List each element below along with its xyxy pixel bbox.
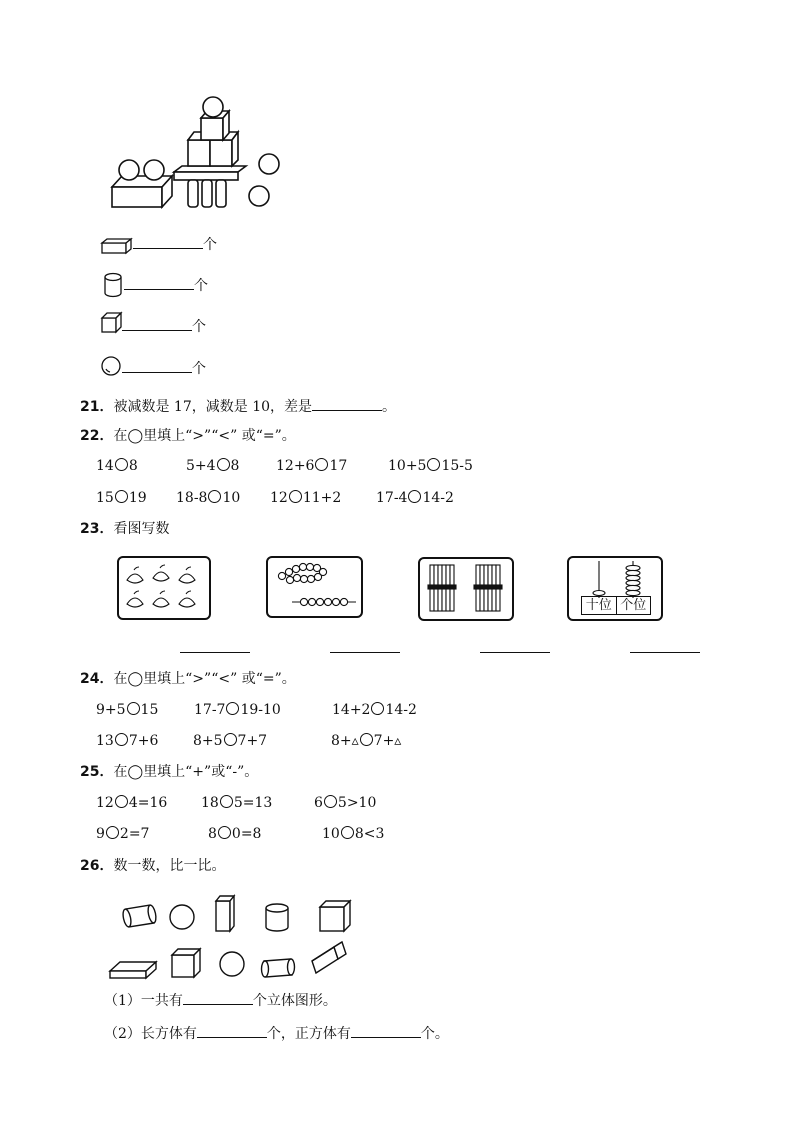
cylinder-lying-icon (262, 959, 295, 977)
beads-card (266, 556, 363, 618)
peaches-card (117, 556, 211, 620)
q20-cuboid-blank[interactable] (133, 234, 203, 249)
question-number: 25． (80, 764, 114, 780)
operator-circle[interactable] (218, 826, 231, 839)
solids-stack-figure (100, 92, 300, 217)
compare-circle[interactable] (127, 702, 140, 715)
question-text: 在◯里填上“>”“<” 或“=”。 (113, 428, 296, 444)
bead-strings (268, 558, 361, 616)
unit-label: 个 (203, 237, 217, 253)
question-22 (80, 427, 296, 445)
compare-circle[interactable] (315, 458, 328, 471)
question-24 (80, 670, 296, 688)
tens-place-label: 十位 (582, 597, 617, 614)
flat-cuboid-icon (110, 962, 156, 978)
compare-circle[interactable] (217, 458, 230, 471)
compare-circle[interactable] (115, 490, 128, 503)
compare-circle[interactable] (208, 490, 221, 503)
tall-cuboid-icon (216, 896, 234, 931)
solids-grid-figure (108, 895, 368, 980)
q23-answer-line-3[interactable] (480, 652, 550, 653)
q23-answer-line-1[interactable] (180, 652, 250, 653)
q22-row-1: 14 8 5+4 8 12+6 17 10+5 15-5 (96, 458, 473, 474)
abacus-place-labels (581, 596, 651, 615)
ones-place-label: 个位 (620, 598, 647, 613)
question-number: 24． (80, 671, 114, 687)
q20-cylinder-row (124, 275, 208, 295)
q24-row-1: 9+5 15 17-7 19-10 14+2 14-2 (96, 702, 417, 718)
q26-total-blank[interactable] (183, 990, 253, 1005)
q20-cube-blank[interactable] (122, 316, 192, 331)
compare-circle[interactable] (224, 733, 237, 746)
q22-row-2: 15 19 18-8 10 12 11+2 17-4 14-2 (96, 490, 454, 506)
question-text: 数一数，比一比。 (113, 858, 226, 874)
compare-circle[interactable] (427, 458, 440, 471)
cuboid-icon (101, 238, 133, 254)
question-text: 被减数是 17，减数是 10，差是 (113, 399, 313, 415)
operator-circle[interactable] (341, 826, 354, 839)
compare-circle[interactable] (360, 733, 373, 746)
q25-row-2: 9 2=7 8 0=8 10 8<3 (96, 826, 385, 842)
cylinder-upright-icon (266, 904, 288, 931)
question-number: 21． (80, 399, 114, 415)
abacus-card (567, 556, 663, 621)
abacus-beads (569, 558, 661, 598)
peach-icons (119, 558, 209, 618)
cube-icon (172, 949, 200, 977)
cube-icon (320, 901, 350, 931)
sphere-icon (101, 356, 121, 376)
compare-circle[interactable] (115, 458, 128, 471)
unit-label: 个 (192, 361, 206, 377)
question-23 (80, 520, 169, 538)
compare-circle[interactable] (115, 733, 128, 746)
q20-cylinder-blank[interactable] (124, 275, 194, 290)
compare-circle[interactable] (408, 490, 421, 503)
cylinder-icon (103, 272, 123, 298)
question-end: 。 (382, 399, 397, 415)
q20-sphere-row (122, 358, 206, 378)
q26-part-2: （2）长方体有 个，正方体有 个。 (104, 1023, 449, 1043)
operator-circle[interactable] (220, 795, 233, 808)
q26-cube-blank[interactable] (351, 1023, 421, 1038)
question-number: 22． (80, 428, 114, 444)
q20-cube-row (122, 316, 206, 336)
sphere-icon (220, 952, 244, 976)
q20-sphere-blank[interactable] (122, 358, 192, 373)
compare-circle[interactable] (226, 702, 239, 715)
q24-row-2: 13 7+6 8+5 7+7 8+▵ 7+▵ (96, 733, 402, 749)
tilted-cuboid-icon (312, 942, 346, 973)
sphere-icon (170, 905, 194, 929)
cylinder-lying-icon (122, 904, 158, 927)
q26-cuboid-blank[interactable] (197, 1023, 267, 1038)
question-25 (80, 763, 258, 781)
cube-icon (101, 312, 123, 334)
q23-answer-line-4[interactable] (630, 652, 700, 653)
sticks-card (418, 557, 514, 621)
operator-circle[interactable] (324, 795, 337, 808)
stick-bundles (420, 559, 512, 619)
q20-cuboid-row (133, 234, 217, 254)
question-text: 看图写数 (113, 521, 170, 537)
question-text: 在◯里填上“+”或“-”。 (113, 764, 259, 780)
question-number: 23． (80, 521, 114, 537)
unit-label: 个 (194, 278, 208, 294)
q25-row-1: 12 4=16 18 5=13 6 5>10 (96, 795, 377, 811)
compare-circle[interactable] (289, 490, 302, 503)
question-text: 在◯里填上“>”“<” 或“=”。 (113, 671, 296, 687)
question-number: 26． (80, 858, 114, 874)
compare-circle[interactable] (371, 702, 384, 715)
operator-circle[interactable] (106, 826, 119, 839)
question-26 (80, 857, 225, 875)
question-21 (80, 396, 396, 416)
q23-answer-line-2[interactable] (330, 652, 400, 653)
q21-answer-blank[interactable] (312, 396, 382, 411)
q26-part-1: （1）一共有 个立体图形。 (104, 990, 337, 1010)
unit-label: 个 (192, 319, 206, 335)
operator-circle[interactable] (115, 795, 128, 808)
